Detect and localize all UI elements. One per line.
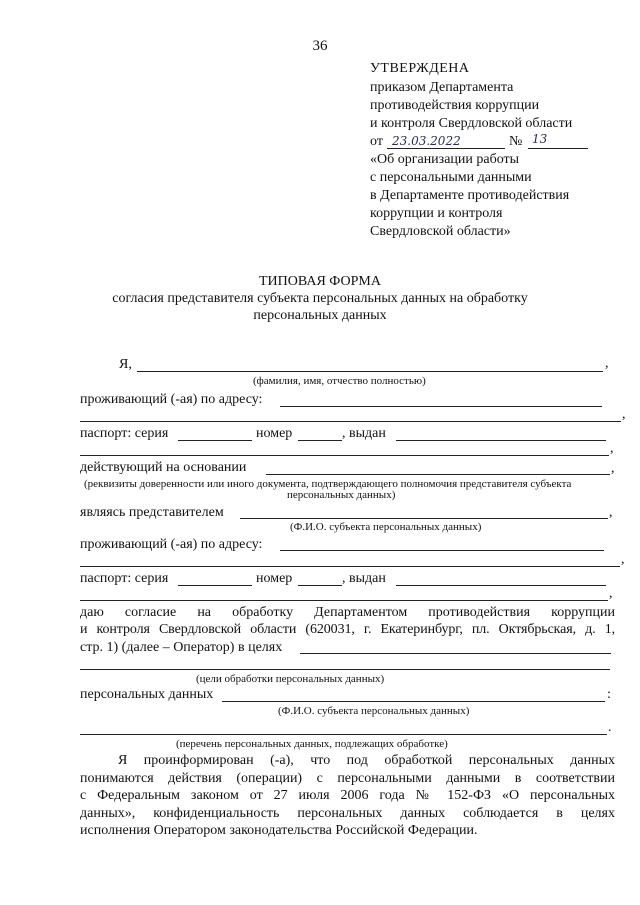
consent-line-2: и контроля Свердловской области (620031, г. Екатеринбург, пл. Октябрьская, д. 1, [80, 622, 615, 637]
period: . [608, 720, 612, 735]
comma: , [622, 407, 626, 422]
approval-subject-4: коррупции и контроля [370, 206, 503, 221]
comma: , [605, 356, 609, 371]
passport-issued-1-line[interactable] [396, 440, 606, 441]
approval-subject-5: Свердловской области» [370, 224, 511, 239]
consent-line-3: стр. 1) (далее – Оператор) в целях [80, 640, 283, 655]
label-passport-series-2: паспорт: серия [80, 571, 169, 586]
fio-line[interactable] [137, 371, 603, 372]
address-1-line[interactable] [280, 406, 602, 407]
page-number: 36 [312, 38, 328, 54]
form-heading: ТИПОВАЯ ФОРМА [259, 274, 381, 289]
label-passport-number-2: номер [256, 571, 293, 586]
label-passport-number-1: номер [256, 426, 293, 441]
label-address-1: проживающий (-ая) по адресу: [80, 392, 263, 407]
hint-acting-2: персональных данных) [287, 489, 396, 501]
info-paragraph [80, 752, 615, 840]
number-underline [528, 148, 588, 149]
comma: , [609, 586, 613, 601]
label-passport-series-1: паспорт: серия [80, 426, 169, 441]
hint-purpose: (цели обработки персональных данных) [196, 673, 385, 685]
acting-line[interactable] [266, 474, 610, 475]
purpose-line-2[interactable] [80, 669, 610, 670]
approval-title: УТВЕРЖДЕНА [370, 61, 470, 76]
personal-data-line[interactable] [222, 701, 605, 702]
comma: , [609, 505, 613, 520]
comma: , [610, 441, 614, 456]
info-line-1: Я проинформирован (-а), что под обработкой персональных данных [118, 753, 615, 768]
consent-line-1: даю согласие на обработку Департаментом противодействия коррупции [80, 605, 615, 620]
label-representative: являясь представителем [80, 505, 224, 520]
form-title-line-1: согласия представителя субъекта персональных данных на обработку [112, 291, 528, 306]
label-address-2: проживающий (-ая) по адресу: [80, 537, 263, 552]
label-acting: действующий на основании [80, 460, 247, 475]
info-line-5: исполнения Оператором законодательства Российской Федерации. [80, 823, 478, 838]
form-title-line-2: персональных данных [253, 308, 387, 323]
colon: : [607, 687, 611, 702]
approval-subject-3: в Департаменте противодействия [370, 188, 570, 203]
list-line[interactable] [80, 734, 607, 735]
label-passport-issued-2: , выдан [342, 571, 386, 586]
comma: , [611, 461, 615, 476]
address-2-line[interactable] [280, 550, 604, 551]
date-underline [387, 148, 505, 149]
consent-block [80, 604, 615, 638]
hint-list: (перечень персональных данных, подлежащих обработке) [176, 738, 448, 750]
passport-issued-1-line-2[interactable] [80, 455, 609, 456]
passport-series-1-line[interactable] [178, 440, 252, 441]
purpose-line[interactable] [300, 653, 611, 654]
hint-acting-1: (реквизиты доверенности или иного документа, подтверждающего полномочия представителя субъекта [84, 478, 572, 490]
hint-representative: (Ф.И.О. субъекта персональных данных) [290, 521, 482, 533]
passport-number-1-line[interactable] [298, 440, 342, 441]
comma: , [621, 552, 625, 567]
approval-line-2: противодействия коррупции [370, 98, 540, 113]
passport-issued-2-line[interactable] [396, 585, 606, 586]
info-line-2: понимаются действия (операции) с персональными данными в соответствии [80, 770, 615, 786]
address-1-line-2[interactable] [80, 421, 621, 422]
approval-date-prefix: от [370, 134, 383, 149]
approval-number-handwritten: 13 [532, 132, 548, 146]
hint-fio: (фамилия, имя, отчество полностью) [253, 375, 426, 387]
label-ya: Я, [119, 357, 132, 372]
approval-number-prefix: № [509, 134, 523, 149]
passport-issued-2-line-2[interactable] [80, 600, 608, 601]
representative-line[interactable] [240, 518, 608, 519]
passport-number-2-line[interactable] [298, 585, 342, 586]
label-personal-data: персональных данных [80, 687, 214, 702]
address-2-line-2[interactable] [80, 566, 620, 567]
approval-date-handwritten: 23.03.2022 [392, 134, 461, 148]
passport-series-2-line[interactable] [178, 585, 252, 586]
approval-subject-2: с персональными данными [370, 170, 532, 185]
info-line-4: данных», конфиденциальность персональных данных соблюдается в целях [80, 805, 615, 821]
label-passport-issued-1: , выдан [342, 426, 386, 441]
info-line-3: с Федеральным законом от 27 июля 2006 года № 152-ФЗ «О персональных [80, 788, 615, 803]
approval-line-1: приказом Департамента [370, 80, 514, 95]
hint-personal-data: (Ф.И.О. субъекта персональных данных) [278, 705, 470, 717]
approval-line-3: и контроля Свердловской области [370, 116, 573, 131]
approval-subject-1: «Об организации работы [370, 152, 520, 167]
